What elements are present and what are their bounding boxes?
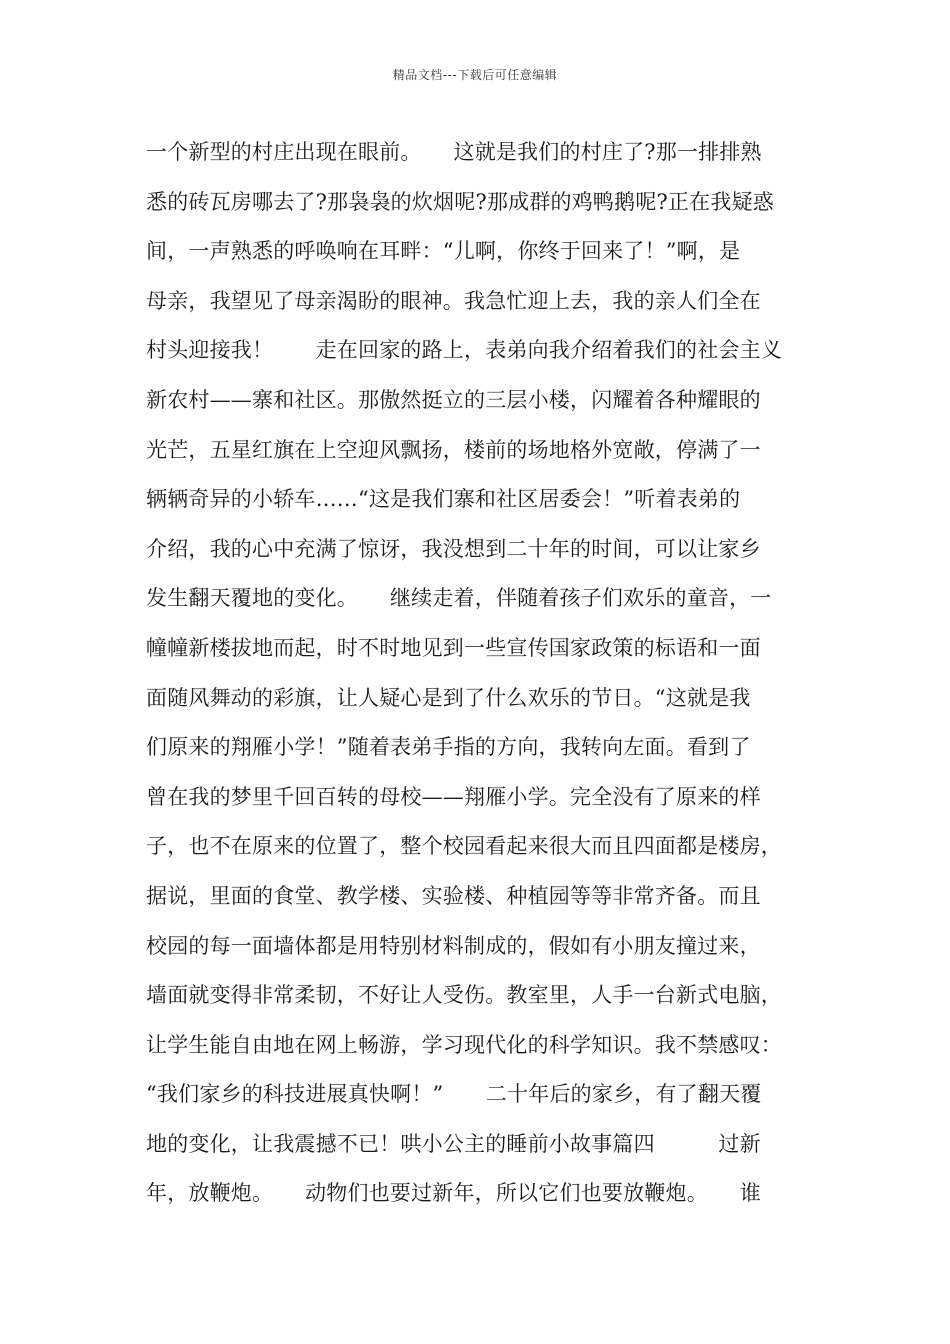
text-line: 悉的砖瓦房哪去了?那袅袅的炊烟呢?那成群的鸡鸭鹅呢?正在我疑惑 (146, 189, 774, 214)
text-line: 年，放鞭炮。 动物们也要过新年，所以它们也要放鞭炮。 谁 (146, 1181, 761, 1206)
text-line: 地的变化，让我震撼不已！哄小公主的睡前小故事篇四 过新 (146, 1131, 761, 1156)
text-line: 面随风舞动的彩旗，让人疑心是到了什么欢乐的节日。“这就是我 (146, 685, 751, 710)
text-line: 光芒，五星红旗在上空迎风飘扬，楼前的场地格外宽敞，停满了一 (146, 437, 761, 462)
text-line: 让学生能自由地在网上畅游，学习现代化的科学知识。我不禁感叹： (146, 1032, 782, 1057)
text-line: 曾在我的梦里千回百转的母校——翔雁小学。完全没有了原来的样 (146, 784, 761, 809)
text-line: 墙面就变得非常柔韧，不好让人受伤。教室里，人手一台新式电脑， (146, 983, 782, 1008)
text-line: 辆辆奇异的小轿车……“这是我们寨和社区居委会！”听着表弟的 (146, 487, 741, 512)
text-line: 们原来的翔雁小学！”随着表弟手指的方向，我转向左面。看到了 (146, 735, 751, 760)
text-line: 子，也不在原来的位置了，整个校园看起来很大而且四面都是楼房， (146, 834, 782, 859)
text-line: 据说，里面的食堂、教学楼、实验楼、种植园等等非常齐备。而且 (146, 883, 761, 908)
text-line: 新农村——寨和社区。那傲然挺立的三层小楼，闪耀着各种耀眼的 (146, 387, 761, 412)
text-line: 村头迎接我！ 走在回家的路上，表弟向我介绍着我们的社会主义 (146, 338, 782, 363)
page-header: 精品文档---下载后可任意编辑 (392, 68, 558, 82)
text-line: 校园的每一面墙体都是用特别材料制成的，假如有小朋友撞过来， (146, 933, 761, 958)
text-line: 母亲，我望见了母亲渴盼的眼神。我急忙迎上去，我的亲人们全在 (146, 288, 761, 313)
text-line: 间，一声熟悉的呼唤响在耳畔：“儿啊，你终于回来了！”啊，是 (146, 239, 741, 264)
text-line: “我们家乡的科技进展真快啊！” 二十年后的家乡，有了翻天覆 (146, 1082, 762, 1107)
text-line: 幢幢新楼拔地而起，时不时地见到一些宣传国家政策的标语和一面 (146, 635, 761, 660)
document-body (146, 128, 812, 1219)
text-line: 发生翻天覆地的变化。 继续走着，伴随着孩子们欢乐的童音，一 (146, 586, 772, 611)
text-line: 介绍，我的心中充满了惊讶，我没想到二十年的时间，可以让家乡 (146, 536, 761, 561)
text-line: 一个新型的村庄出现在眼前。 这就是我们的村庄了?那一排排熟 (146, 140, 762, 164)
